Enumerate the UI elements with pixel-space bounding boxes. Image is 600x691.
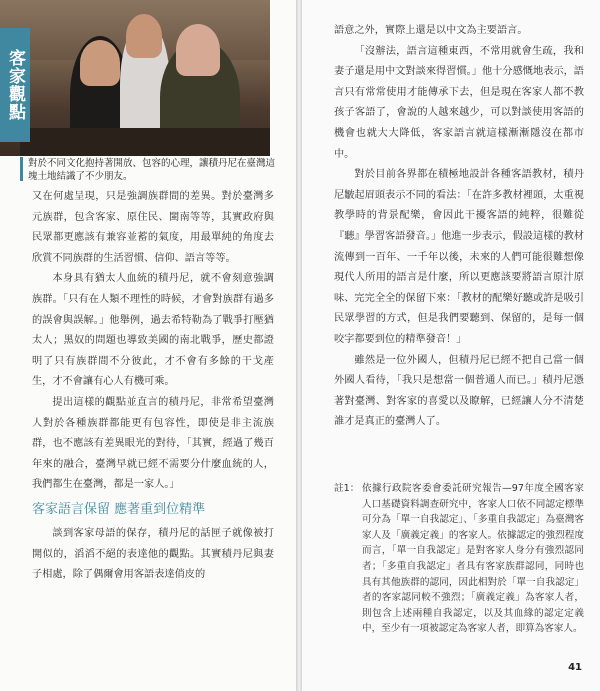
paragraph: 對於目前各界都在積極地設計各種客語教材，積丹尼皺起眉頭表示不同的看法：「在許多教材裡頭，太重視教學時的背景配樂，會因此干擾客語的純粹，很難從『聽』學習客語發音。」他進一步表示，假設這樣的教材流傳到一百年、一千年以後，未來的人們可能很難想像現代人所用的語言是什麼，所以更應該要將語言原汁原味、完完全全的保留下來：「教材的配樂好聽或許是吸引民眾學習的方式，但是我們要聽到、保留的，是每一個咬字都要到位的精準發音！」 bbox=[334, 169, 584, 345]
paragraph: 「沒辦法，語言這種東西，不常用就會生疏，我和妻子還是用中文對談來得習慣。」他十分感慨地表示，語言只有常常使用才能傳承下去，但是現在客家人都不教孩子客語了，會說的人越來越少，可以對談使用客語的機會也就大大降低，客家語言就這樣漸漸隱沒在都市中。 bbox=[334, 45, 584, 160]
section-tab: 客家觀點 bbox=[0, 28, 30, 142]
right-page bbox=[302, 0, 600, 691]
paragraph: 又在何處呈現，只是強調族群間的差異。對於臺灣多元族群，包含客家、原住民、閩南等等，其實政府與民眾都更應該有兼容並蓄的氣度，用最單純的角度去欣賞不同族群的生活習慣、信仰、語言等等。 bbox=[32, 191, 274, 264]
footnote bbox=[334, 481, 584, 637]
left-page bbox=[0, 0, 296, 691]
portrait-photo bbox=[0, 0, 270, 156]
paragraph: 雖然是一位外國人，但積丹尼已經不把自己當一個外國人看待，「我只是想當一個普通人而已。」積丹尼憑著對臺灣、對客家的喜愛以及瞭解，已經讓人分不清楚誰才是真正的臺灣人了。 bbox=[334, 354, 584, 428]
right-body-text bbox=[334, 21, 584, 433]
page-number: 41 bbox=[568, 662, 582, 673]
photo-caption: 對於不同文化抱持著開放、包容的心理，讓積丹尼在臺灣這塊土地結識了不少朋友。 bbox=[28, 158, 276, 182]
paragraph: 提出這樣的觀點並直言的積丹尼，非常希望臺灣人對於各種族群都能更有包容性，即使是非主流族群，也不應該有差異眼光的對待，「其實，經過了幾百年來的融合，臺灣早就已經不需要分什麼血統的人，我們都生在臺灣，都是一家人。」 bbox=[32, 396, 274, 491]
footnote-text: 依據行政院客委會委託研究報告—97年度全國客家人口基礎資料調查研究中，客家人口依不同認定標準可分為「單一自我認定」、「多重自我認定」為臺灣客家人及「廣義定義」的客家人。依據認定的強烈程度而言，「單一自我認定」是對客家人身分有強烈認同者；「多重自我認定」者具有客家族群認同，同時也具有其他族群的認同，因此相對於「單一自我認定」者的客家認同較不強烈；「廣義定義」為客家人者，則包含上述兩種自我認定，以及其血緣的認定定義中，至少有一項被認定為客家人者，即算為客家人。 bbox=[362, 483, 584, 635]
caption-bar bbox=[20, 157, 23, 181]
paragraph: 本身具有猶太人血統的積丹尼，就不會刻意強調族群。「只有在人類不理性的時候，才會對族群有過多的誤會與誤解。」他舉例，過去希特勒為了戰爭打壓猶太人；黑奴的問題也導致美國的南北戰爭，歷史都證明了只有族群間不分彼此，才不會有多餘的干戈產生，才不會讓有心人有機可乘。 bbox=[32, 273, 274, 388]
paragraph: 談到客家母語的保存，積丹尼的話匣子就像被打開似的，滔滔不絕的表達他的觀點。其實積丹尼與妻子相處，除了偶爾會用客語表達俏皮的 bbox=[32, 527, 274, 581]
left-body-text bbox=[32, 187, 274, 586]
section-heading: 客家語言保留 應著重到位精準 bbox=[32, 501, 206, 517]
footnote-label: 註1： bbox=[334, 483, 360, 494]
paragraph: 語意之外，實際上還是以中文為主要語言。 bbox=[334, 25, 528, 36]
